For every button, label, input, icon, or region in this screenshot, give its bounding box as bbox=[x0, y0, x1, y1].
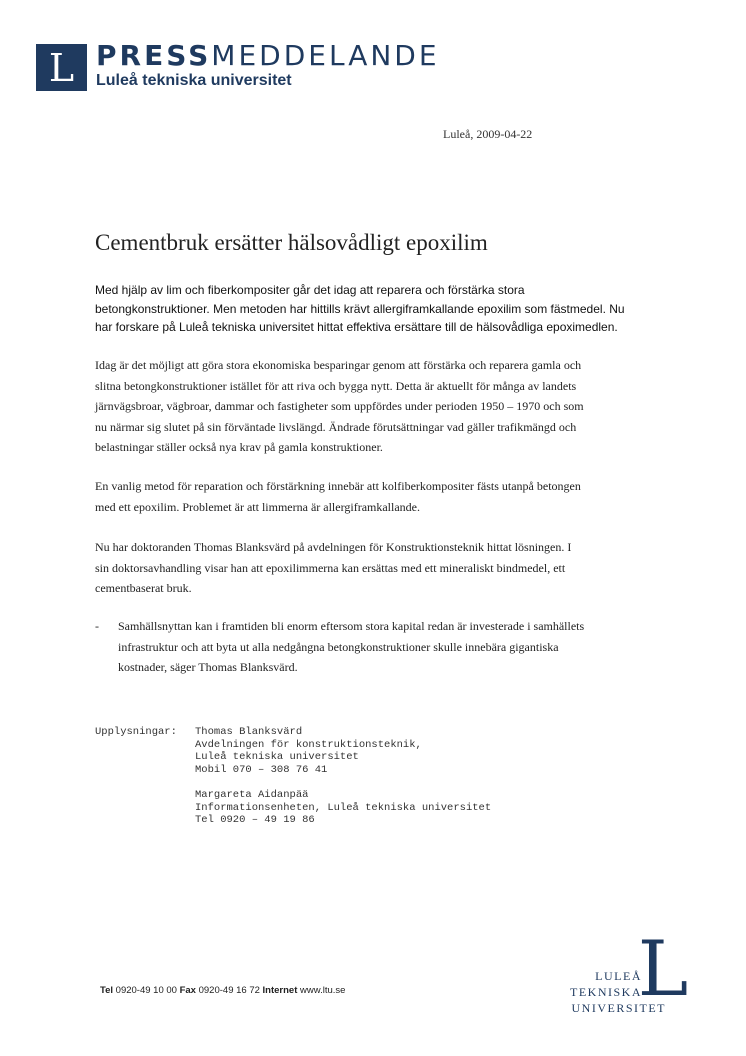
quote-text bbox=[118, 616, 584, 678]
footer-contact bbox=[100, 985, 345, 996]
article-title: Cementbruk ersätter hälsovådligt epoxilim bbox=[95, 230, 488, 255]
contact-line: Margareta Aidanpää bbox=[195, 789, 309, 801]
press-release-heading bbox=[96, 39, 440, 72]
quote-dash: - bbox=[95, 619, 99, 633]
footer-fax-label: Fax bbox=[179, 985, 196, 996]
paragraph-line: belastningar ställer också nya krav på gamla konstruktioner. bbox=[95, 440, 383, 454]
brand-line-3: UNIVERSITET bbox=[571, 1001, 666, 1015]
paragraph-line: En vanlig metod för reparation och förstärkning innebär att kolfiberkompositer fästs utanpå betongen bbox=[95, 479, 581, 493]
paragraph-line: Nu har doktoranden Thomas Blanksvärd på avdelningen för Konstruktionsteknik hittat lösningen. I bbox=[95, 540, 572, 554]
logo-letter: L bbox=[48, 45, 75, 90]
brand-letter: L bbox=[637, 933, 689, 1013]
brand-line-2: TEKNISKA bbox=[570, 985, 642, 999]
contact-line: Avdelningen för konstruktionsteknik, bbox=[195, 738, 422, 751]
lead-line: har forskare på Luleå tekniska universitet hittat effektiva ersättare till de hälsovådliga epoximedlen. bbox=[95, 320, 618, 334]
ltu-brand-logo bbox=[545, 933, 705, 1018]
footer-tel: 0920-49 10 00 bbox=[115, 985, 177, 996]
body-paragraph-1 bbox=[95, 355, 665, 458]
contact-group-1 bbox=[195, 726, 422, 776]
contacts-label: Upplysningar: bbox=[95, 726, 177, 738]
body-paragraph-2 bbox=[95, 476, 665, 517]
university-name: Luleå tekniska universitet bbox=[96, 72, 292, 89]
ltu-brand-mark bbox=[545, 933, 705, 1018]
paragraph-line: med ett epoxilim. Problemet är att limmerna är allergiframkallande. bbox=[95, 499, 420, 514]
lead-paragraph bbox=[95, 281, 665, 337]
contact-line: Informationsenheten, Luleå tekniska universitet bbox=[195, 801, 492, 814]
quote-line: infrastruktur och att byta ut alla nedgångna betongkonstruktioner skulle innebära gigantiska bbox=[118, 639, 559, 654]
quote-line: Samhällsnyttan kan i framtiden bli enorm eftersom stora kapital redan är investerade i samhällets bbox=[118, 619, 585, 633]
paragraph-line: cementbaserat bruk. bbox=[95, 581, 192, 595]
footer-website-link[interactable]: www.ltu.se bbox=[300, 985, 346, 996]
quote-line: kostnader, säger Thomas Blanksvärd. bbox=[118, 660, 298, 674]
footer-tel-label: Tel bbox=[100, 985, 114, 996]
paragraph-line: Idag är det möjligt att göra stora ekonomiska besparingar genom att förstärka och reparera gamla och bbox=[95, 358, 582, 372]
contact-line: Thomas Blanksvärd bbox=[195, 726, 303, 738]
contact-line: Mobil 070 – 308 76 41 bbox=[195, 763, 328, 776]
brand-line-1: LULEÅ bbox=[595, 969, 642, 983]
footer-fax: 0920-49 16 72 bbox=[198, 985, 260, 996]
paragraph-line: sin doktorsavhandling visar han att epoxilimmerna kan ersättas med ett mineraliskt bindmedel, ett bbox=[95, 560, 566, 575]
release-date: Luleå, 2009-04-22 bbox=[443, 127, 533, 141]
contact-group-2 bbox=[195, 789, 491, 827]
lead-line: Med hjälp av lim och fiberkompositer går det idag att reparera och förstärka stora bbox=[95, 283, 525, 297]
footer-internet-label: Internet bbox=[262, 985, 298, 996]
paragraph-line: slitna betongkonstruktioner istället för att riva och bygga nytt. Detta är aktuellt för många av landets bbox=[95, 378, 577, 393]
contact-line: Luleå tekniska universitet bbox=[195, 751, 359, 763]
meddelande-word: MEDDELANDE bbox=[211, 39, 440, 72]
body-paragraph-3 bbox=[95, 537, 665, 599]
press-word: PRESS bbox=[96, 39, 212, 72]
lead-line: betongkonstruktioner. Men metoden har hittills krävt allergiframkallande epoxilim som fästmedel. Nu bbox=[95, 301, 625, 316]
ltu-logo-box bbox=[36, 44, 87, 91]
paragraph-line: nu närmar sig slutet på sin förväntade livslängd. Ändrade förutsättningar vad gäller trafikmängd och bbox=[95, 419, 577, 434]
contact-line: Tel 0920 – 49 19 86 bbox=[195, 814, 315, 826]
paragraph-line: järnvägsbroar, vägbroar, dammar och fastigheter som uppfördes under perioden 1950 – 1970 och som bbox=[95, 399, 584, 413]
